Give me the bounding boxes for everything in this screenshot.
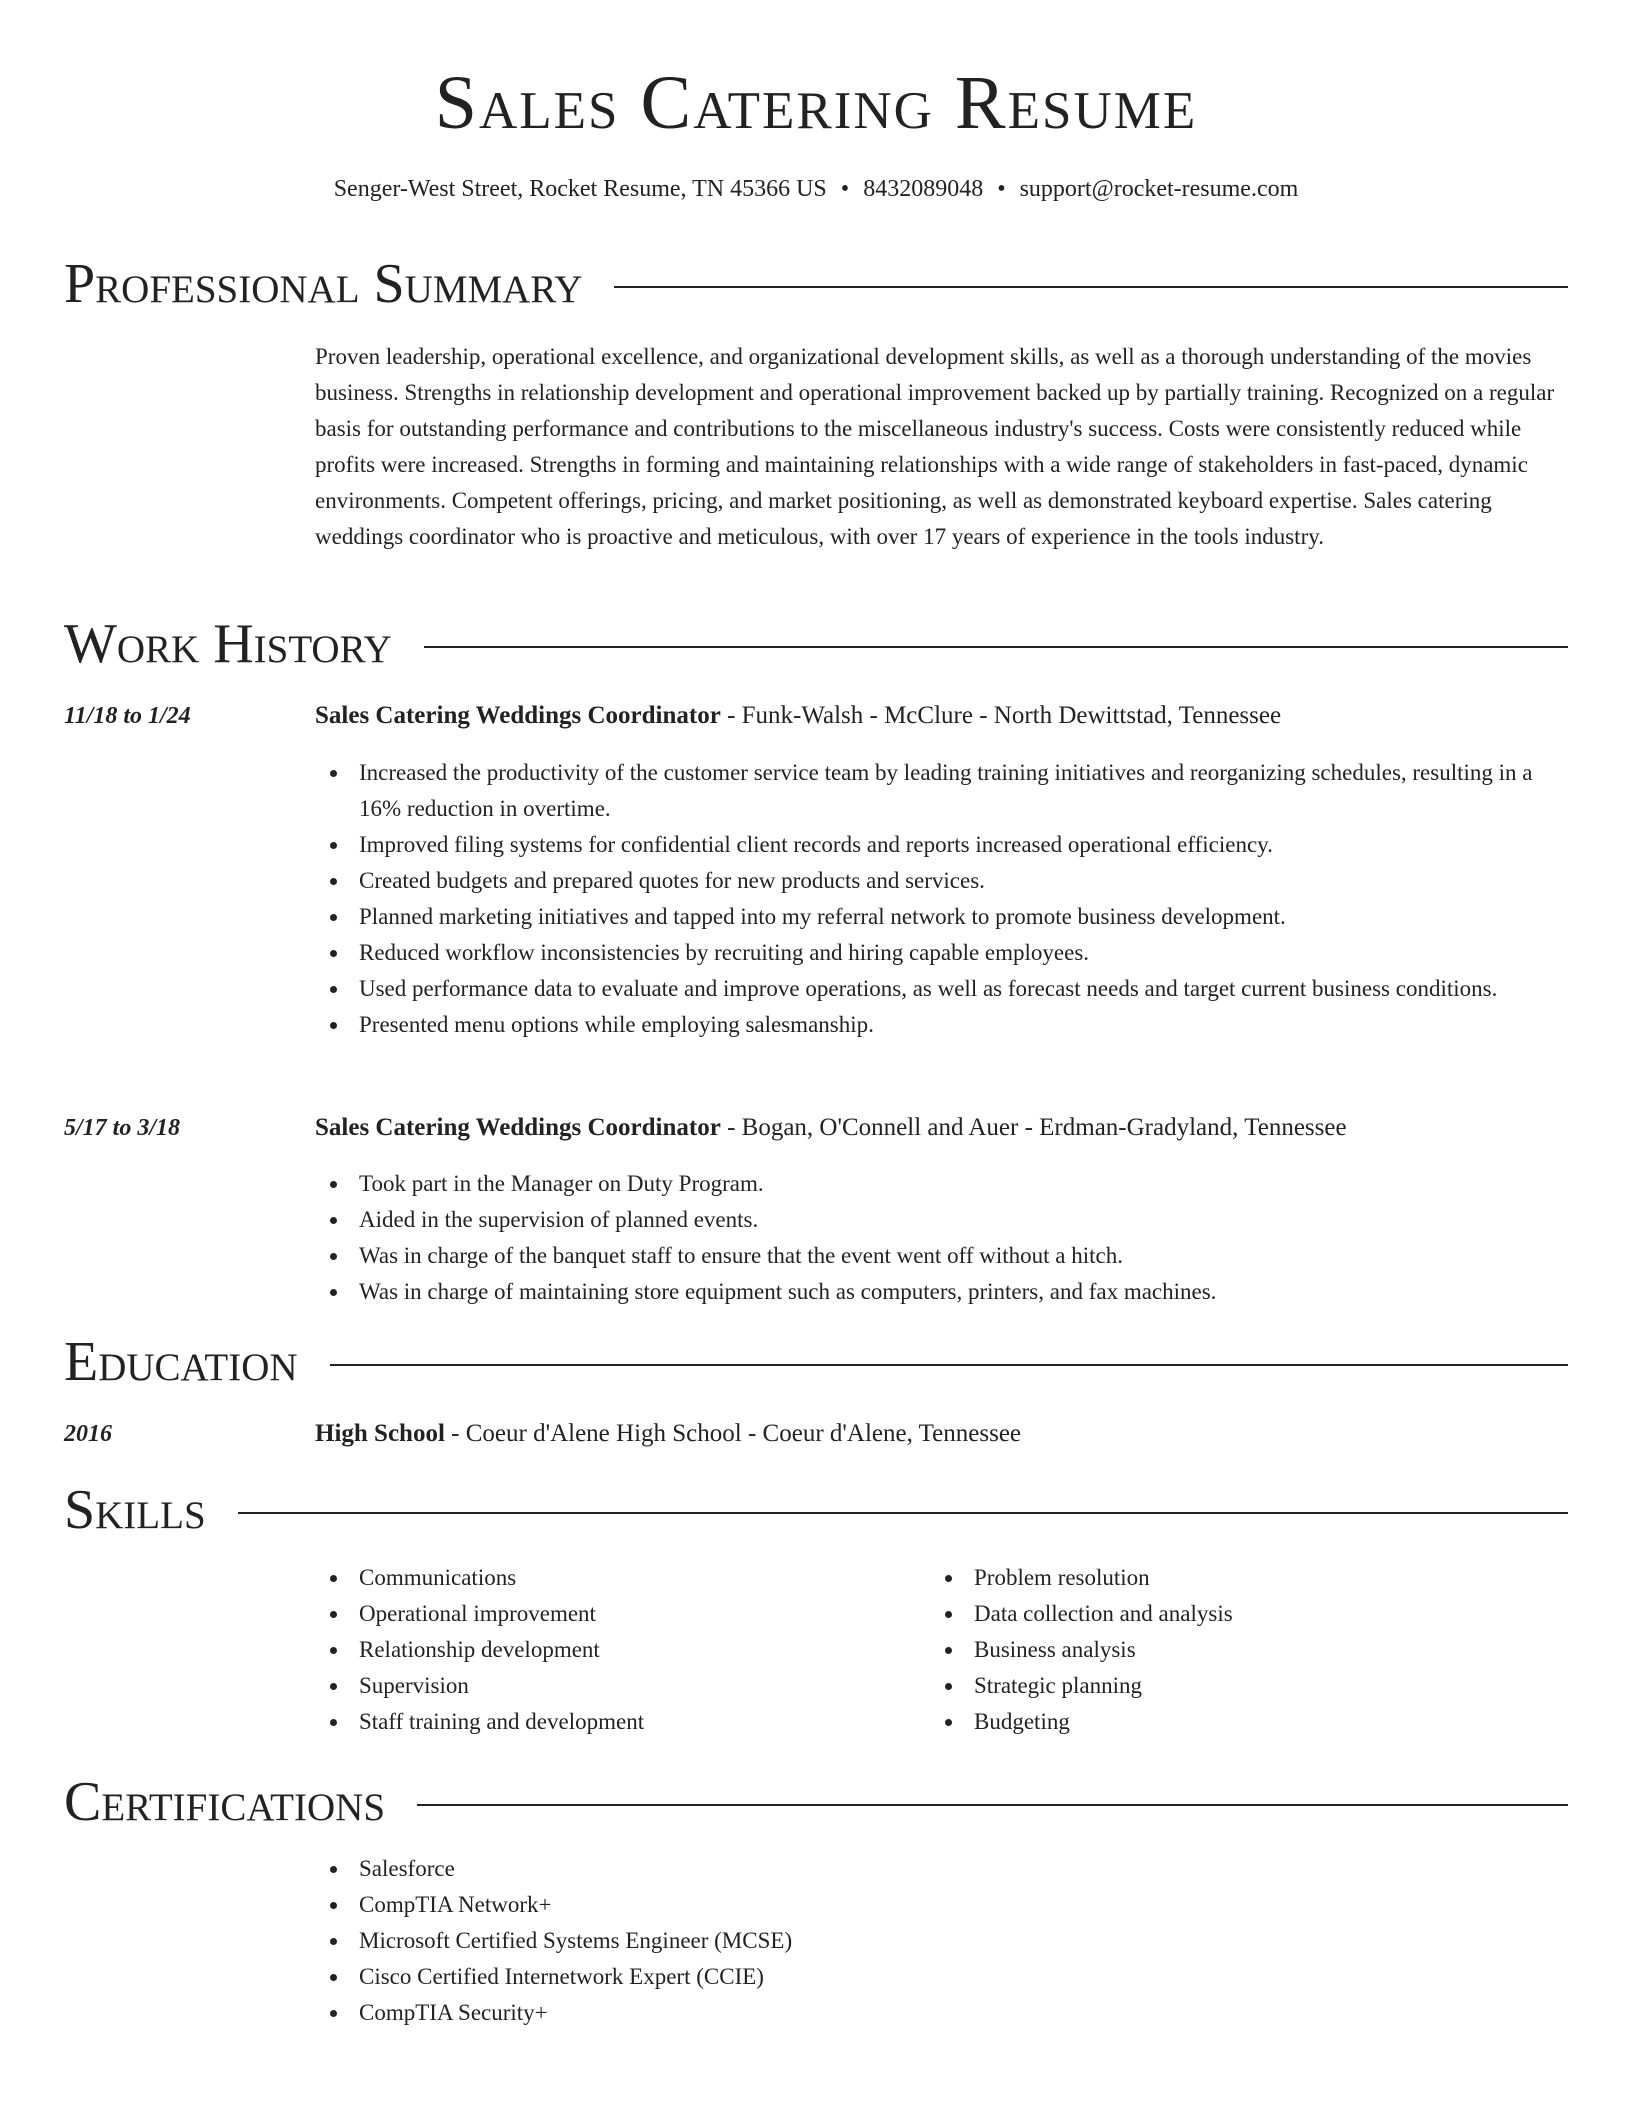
certification-item: Cisco Certified Internetwork Expert (CCIE) <box>315 1959 1570 1995</box>
skill-item: Staff training and development <box>315 1704 915 1740</box>
list-item: Reduced workflow inconsistencies by recruiting and hiring capable employees. <box>315 935 1570 971</box>
list-item: Increased the productivity of the customer service team by leading training initiatives and reorganizing schedules, resulting in a 16% reduction in overtime. <box>315 755 1570 827</box>
skill-item: Relationship development <box>315 1632 915 1668</box>
work-section-header <box>64 612 1568 676</box>
skill-item: Operational improvement <box>315 1596 915 1632</box>
education-degree: High School <box>315 1420 445 1447</box>
certifications-section-title: Certifications <box>64 1771 386 1833</box>
summary-text: Proven leadership, operational excellence, and organizational development skills, as well as a thorough understanding of the movies business. Strengths in relationship development and operational improvement backed up by partially training. Recognized on a regular basis for outstanding performance and contributions to the miscellaneous industry's success. Costs were consistently reduced while profits were increased. Strengths in forming and maintaining relationships with a wide range of stakeholders in fast-paced, dynamic environments. Competent offerings, pricing, and market positioning, as well as demonstrated keyboard expertise. Sales catering weddings coordinator who is proactive and meticulous, with over 17 years of experience in the tools industry. <box>315 344 1555 549</box>
skill-item: Budgeting <box>930 1704 1570 1740</box>
resume-title: Sales Catering Resume <box>434 61 1198 145</box>
education-details: - Coeur d'Alene High School - Coeur d'Alene, Tennessee <box>444 1420 1022 1447</box>
contact-line <box>0 176 1632 203</box>
section-divider <box>424 646 1568 648</box>
list-item: Aided in the supervision of planned events. <box>315 1202 1570 1238</box>
section-divider <box>330 1364 1568 1366</box>
skill-item: Business analysis <box>930 1632 1570 1668</box>
job-dates: 5/17 to 3/18 <box>64 1115 181 1141</box>
list-item: Created budgets and prepared quotes for new products and services. <box>315 863 1570 899</box>
education-section-header <box>64 1330 1568 1394</box>
education-heading <box>315 1420 1021 1448</box>
summary-section-title: Professional Summary <box>64 253 583 315</box>
education-year: 2016 <box>64 1421 112 1447</box>
contact-phone: 8432089048 <box>863 176 984 202</box>
contact-address: Senger-West Street, Rocket Resume, TN 45366 US <box>333 176 827 202</box>
list-item: Was in charge of maintaining store equipment such as computers, printers, and fax machines. <box>315 1274 1570 1310</box>
job-bullets <box>315 755 1570 1043</box>
skills-list-left <box>315 1560 915 1740</box>
job-details: - Bogan, O'Connell and Auer - Erdman-Gradyland, Tennessee <box>720 1114 1347 1141</box>
certifications-section-header <box>64 1770 1568 1834</box>
skill-item: Strategic planning <box>930 1668 1570 1704</box>
job-dates: 11/18 to 1/24 <box>64 703 191 729</box>
list-item: Took part in the Manager on Duty Program. <box>315 1166 1570 1202</box>
skill-item: Data collection and analysis <box>930 1596 1570 1632</box>
job-heading <box>315 1114 1347 1142</box>
skill-item: Supervision <box>315 1668 915 1704</box>
section-divider <box>417 1804 1568 1806</box>
list-item: Was in charge of the banquet staff to ensure that the event went off without a hitch. <box>315 1238 1570 1274</box>
certification-item: Microsoft Certified Systems Engineer (MCSE) <box>315 1923 1570 1959</box>
certifications-list <box>315 1851 1570 2031</box>
list-item: Presented menu options while employing salesmanship. <box>315 1007 1570 1043</box>
skills-section-header <box>64 1478 1568 1542</box>
work-section-title: Work History <box>64 613 392 675</box>
contact-email: support@rocket-resume.com <box>1019 176 1299 202</box>
job-role: Sales Catering Weddings Coordinator <box>315 1114 721 1141</box>
list-item: Used performance data to evaluate and improve operations, as well as forecast needs and target current business conditions. <box>315 971 1570 1007</box>
certification-item: CompTIA Security+ <box>315 1995 1570 2031</box>
skill-item: Problem resolution <box>930 1560 1570 1596</box>
section-divider <box>614 286 1568 288</box>
certification-item: Salesforce <box>315 1851 1570 1887</box>
job-role: Sales Catering Weddings Coordinator <box>315 702 721 729</box>
skill-item: Communications <box>315 1560 915 1596</box>
job-bullets <box>315 1166 1570 1310</box>
skills-list-right <box>930 1560 1570 1740</box>
contact-separator: • <box>840 176 850 202</box>
skills-section-title: Skills <box>64 1479 206 1541</box>
contact-separator: • <box>997 176 1006 202</box>
list-item: Improved filing systems for confidential client records and reports increased operational efficiency. <box>315 827 1570 863</box>
list-item: Planned marketing initiatives and tapped into my referral network to promote business development. <box>315 899 1570 935</box>
summary-section-header <box>64 252 1568 316</box>
job-details: - Funk-Walsh - McClure - North Dewittstad, Tennessee <box>720 702 1282 729</box>
section-divider <box>238 1512 1568 1514</box>
education-section-title: Education <box>64 1331 298 1393</box>
certification-item: CompTIA Network+ <box>315 1887 1570 1923</box>
job-heading <box>315 702 1281 730</box>
